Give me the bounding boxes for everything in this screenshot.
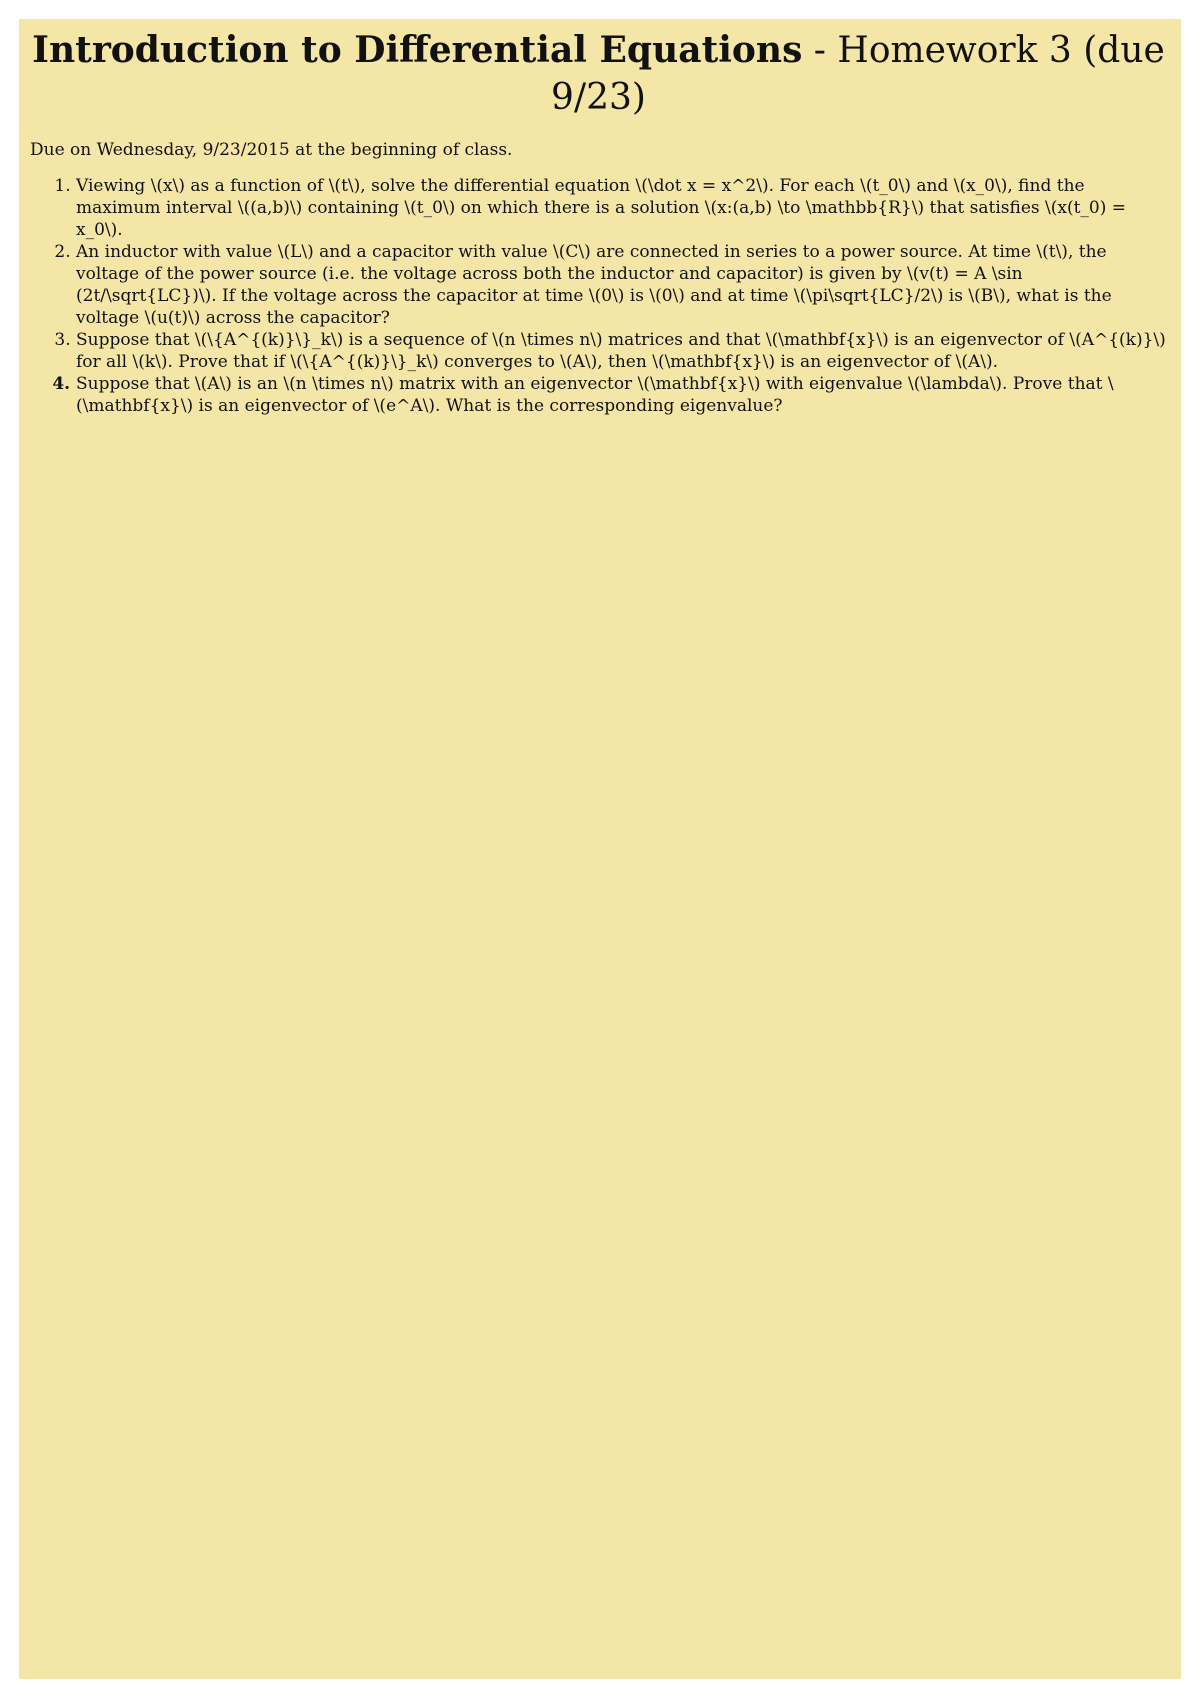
course-title: Introduction to Differential Equations [32, 29, 803, 71]
problem-item: 4. Suppose that \(A\) is an \(n \times n\) matrix with an eigenvector \(\mathbf{x}\) with eigenvalue \(\lambda\). Prove that \(\mathbf{x}\) is an eigenvector of \(e^A\). What is the corresponding eigenvalue? [76, 373, 1167, 417]
title-separator: - [802, 30, 838, 71]
problem-list [30, 175, 1167, 417]
problem-item: 3. Suppose that \(\{A^{(k)}\}_k\) is a sequence of \(n \times n\) matrices and that \(\mathbf{x}\) is an eigenvector of \(A^{(k)}\) for all \(k\). Prove that if \(\{A^{(k)}\}_k\) converges to \(A\), then \(\mathbf{x}\) is an eigenvector of \(A\). [76, 329, 1167, 373]
problem-item: 2. An inductor with value \(L\) and a capacitor with value \(C\) are connected in series to a power source. At time \(t\), the voltage of the power source (i.e. the voltage across both the inductor and capacitor) is given by \(v(t) = A \sin (2t/\sqrt{LC})\). If the voltage across the capacitor at time \(0\) is \(0\) and at time \(\pi\sqrt{LC}/2\) is \(B\), what is the voltage \(u(t)\) across the capacitor? [76, 241, 1167, 329]
page-title [30, 27, 1167, 121]
due-date-note: Due on Wednesday, 9/23/2015 at the beginning of class. [30, 140, 513, 160]
problem-item: 1. Viewing \(x\) as a function of \(t\), solve the differential equation \(\dot x = x^2\). For each \(t_0\) and \(x_0\), find the maximum interval \((a,b)\) containing \(t_0\) on which there is a solution \(x:(a,b) \to \mathbb{R}\) that satisfies \(x(t_0) = x_0\). [76, 175, 1167, 241]
assignment-title: Homework 3 (due 9/23) [551, 30, 1165, 118]
homework-page [19, 19, 1181, 1679]
